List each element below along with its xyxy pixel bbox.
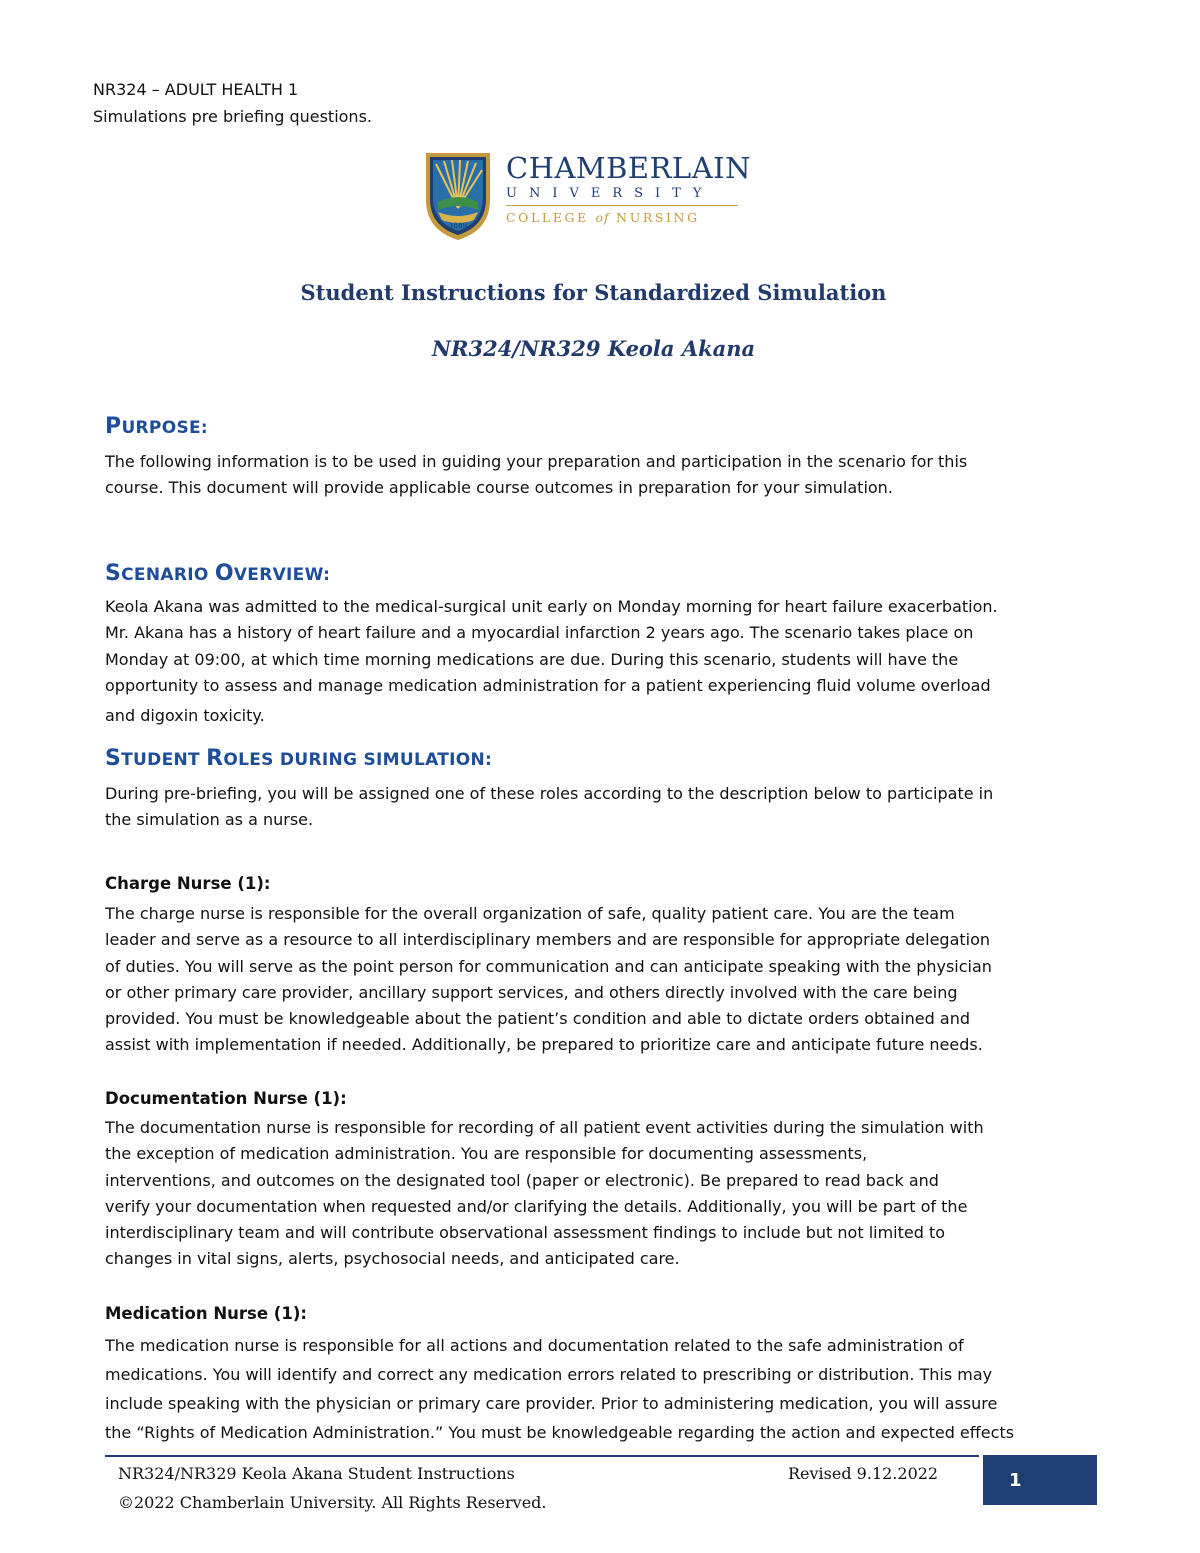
text-line: The medication nurse is responsible for all actions and documentation related to the safe administration of (105, 1336, 964, 1355)
text-line: leader and serve as a resource to all interdisciplinary members and are responsible for appropriate delegation (105, 930, 991, 950)
logo-name: CHAMBERLAIN (506, 151, 751, 185)
text-line: Keola Akana was admitted to the medical-surgical unit early on Monday morning for heart failure exacerbation. (105, 597, 998, 616)
footer-revised: Revised 9.12.2022 (788, 1464, 939, 1483)
footer-copyright: ©2022 Chamberlain University. All Rights Reserved. (118, 1493, 547, 1512)
text-line: or other primary care provider, ancillary support services, and others directly involved with the care being (105, 982, 958, 1002)
page-footer (0, 1455, 1200, 1535)
text-line: and digoxin toxicity. (105, 706, 265, 726)
roles-heading: STUDENT ROLES DURING SIMULATION: (105, 746, 493, 771)
text-line: the exception of medication administration. You are responsible for documenting assessments, (105, 1144, 868, 1164)
medication-nurse-text (105, 1331, 1095, 1447)
text-line: interdisciplinary team and will contribute observational assessment findings to include but not limited to (105, 1223, 946, 1243)
purpose-text (105, 449, 1095, 502)
scenario-text (105, 594, 1095, 729)
page-number: 1 (983, 1455, 1097, 1505)
scenario-heading: SCENARIO OVERVIEW: (105, 561, 331, 586)
chamberlain-logo (424, 150, 751, 242)
text-line: Mr. Akana has a history of heart failure and a myocardial infarction 2 years ago. The scenario takes place on (105, 623, 974, 643)
charge-nurse-heading: Charge Nurse (1): (105, 874, 271, 893)
text-line: course. This document will provide applicable course outcomes in preparation for your simulation. (105, 478, 893, 498)
text-line: assist with implementation if needed. Additionally, be prepared to prioritize care and anticipate future needs. (105, 1035, 983, 1055)
text-line: opportunity to assess and manage medication administration for a patient experiencing fluid volume overload (105, 675, 991, 695)
course-label: NR324 – ADULT HEALTH 1 (93, 80, 299, 99)
logo-university: UNIVERSITY (506, 186, 714, 201)
roles-intro (105, 781, 1095, 834)
text-line: provided. You must be knowledgeable about the patient’s condition and able to dictate orders obtained and (105, 1009, 970, 1029)
text-line: The documentation nurse is responsible for recording of all patient event activities during the simulation with (105, 1118, 984, 1137)
charge-nurse-text (105, 901, 1095, 1059)
text-line: include speaking with the physician or primary care provider. Prior to administering medication, you will assure (105, 1394, 998, 1413)
text-line: of duties. You will serve as the point person for communication and can anticipate speaking with the physician (105, 956, 992, 976)
document-course-patient: NR324/NR329 Keola Akana (431, 336, 756, 361)
text-line: The following information is to be used in guiding your preparation and participation in the scenario for this (105, 452, 968, 471)
logo-wordmark (506, 151, 751, 227)
text-line: interventions, and outcomes on the designated tool (paper or electronic). Be prepared to read back and (105, 1170, 939, 1190)
text-line: Monday at 09:00, at which time morning medications are due. During this scenario, students will have the (105, 649, 959, 669)
documentation-nurse-heading: Documentation Nurse (1): (105, 1089, 347, 1108)
document-title: Student Instructions for Standardized Simulation (300, 280, 887, 305)
text-line: the “Rights of Medication Administration.” You must be knowledgeable regarding the action and expected effects (105, 1423, 1015, 1442)
text-line: the simulation as a nurse. (105, 810, 314, 830)
crest-year: 1889 (449, 222, 467, 230)
text-line: During pre-briefing, you will be assigned one of these roles according to the description below to participate in (105, 784, 994, 803)
course-subtitle: Simulations pre briefing questions. (93, 107, 372, 126)
text-line: medications. You will identify and correct any medication errors related to prescribing or distribution. This may (105, 1365, 993, 1384)
logo-college: COLLEGE of NURSING (506, 210, 700, 225)
footer-divider (105, 1455, 979, 1457)
text-line: The charge nurse is responsible for the overall organization of safe, quality patient care. You are the team (105, 904, 955, 923)
text-line: changes in vital signs, alerts, psychosocial needs, and anticipated care. (105, 1249, 680, 1269)
text-line: verify your documentation when requested and/or clarifying the details. Additionally, you will be part of the (105, 1196, 968, 1216)
documentation-nurse-text (105, 1115, 1095, 1273)
logo-divider (506, 205, 738, 206)
crest-shield-icon (424, 150, 492, 242)
medication-nurse-heading: Medication Nurse (1): (105, 1304, 307, 1323)
footer-document-name: NR324/NR329 Keola Akana Student Instructions (118, 1464, 515, 1483)
purpose-heading: PURPOSE: (105, 414, 208, 439)
document-pre-header (93, 76, 372, 130)
